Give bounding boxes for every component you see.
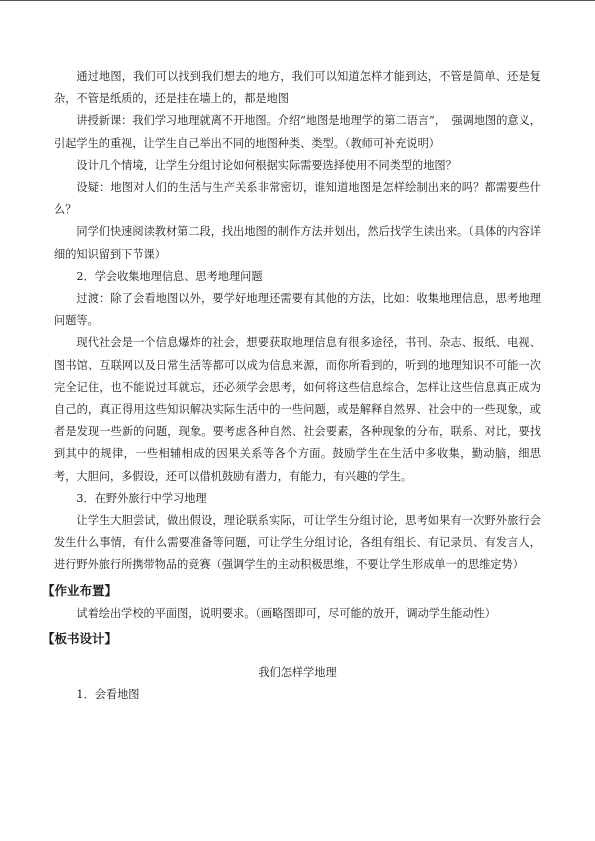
paragraph-information: 现代社会是一个信息爆炸的社会，想要获取地理信息有很多途径，书刊、杂志、报纸、电视、图书馆、互联网以及日常生活等都可以成为信息来源，而你所看到的，听到的地理知识不可能一次完全记住，也不能说过耳就忘，还必须学会思考，如何将这些信息综合，怎样让这些信息真正成为自己的，真正得用这些知识解决实际生活中的一些问题，或是解释自然界、社会中的一些现象，或者是发现一些新的问题，现象。要考虑各种自然、社会要素，各种现象的分布，联系、对比，要找到其中的规律，一些相辅相成的因果关系等各个方面。鼓励学生在生活中多收集，勤动脑，细思考，大胆问，多假设，还可以借机鼓励有潜力，有能力，有兴趣的学生。 [54,336,541,483]
board-title: 我们怎样学地理 [258,665,337,679]
section-2-title: 2．学会收集地理信息、思考地理问题 [76,269,263,283]
paragraph-transition: 过渡：除了会看地图以外，要学好地理还需要有其他的方法，比如：收集地理信息，思考地理问题等。 [54,292,541,328]
board-design-heading: 【板书设计】 [42,630,118,646]
document-page [42,66,541,706]
page-top-rule [0,0,595,1]
paragraph-new-lesson: 讲授新课：我们学习地理就离不开地图。介绍“地图是地理学的第二语言”， 强调地图的意义，引起学生的重视，让学生自己举出不同的地图种类、类型。（教师可补充说明） [54,114,541,150]
paragraph-intro: 通过地图，我们可以找到我们想去的地方，我们可以知道怎样才能到达，不管是简单、还是复杂，不管是纸质的，还是挂在墙上的，都是地图 [54,70,541,106]
board-item-1: 1．会看地图 [76,688,140,702]
paragraph-field-trip: 让学生大胆尝试，做出假设，理论联系实际，可让学生分组讨论，思考如果有一次野外旅行会发生什么事情，有什么需要准备等问题，可让学生分组讨论，各组有组长、有记录员、有发言人，进行野外旅行所携带物品的竞赛（强调学生的主动积极思维，不要让学生形成单一的思维定势） [54,514,541,572]
paragraph-reading: 同学们快速阅读教材第二段，找出地图的制作方法并划出，然后找学生读出来。（具体的内容详细的知识留到下节课） [54,225,541,261]
paragraph-scenario: 设计几个情境，让学生分组讨论如何根据实际需要选择使用不同类型的地图？ [76,158,457,172]
homework-heading: 【作业布置】 [42,582,118,598]
section-3-title: 3．在野外旅行中学习地理 [76,491,207,505]
homework-text: 试着绘出学校的平面图，说明要求。（画略图即可，尽可能的放开，调动学生能动性） [76,606,496,620]
paragraph-question: 设疑：地图对人们的生活与生产关系非常密切，谁知道地图是怎样绘制出来的吗？都需要些什么？ [54,181,541,217]
